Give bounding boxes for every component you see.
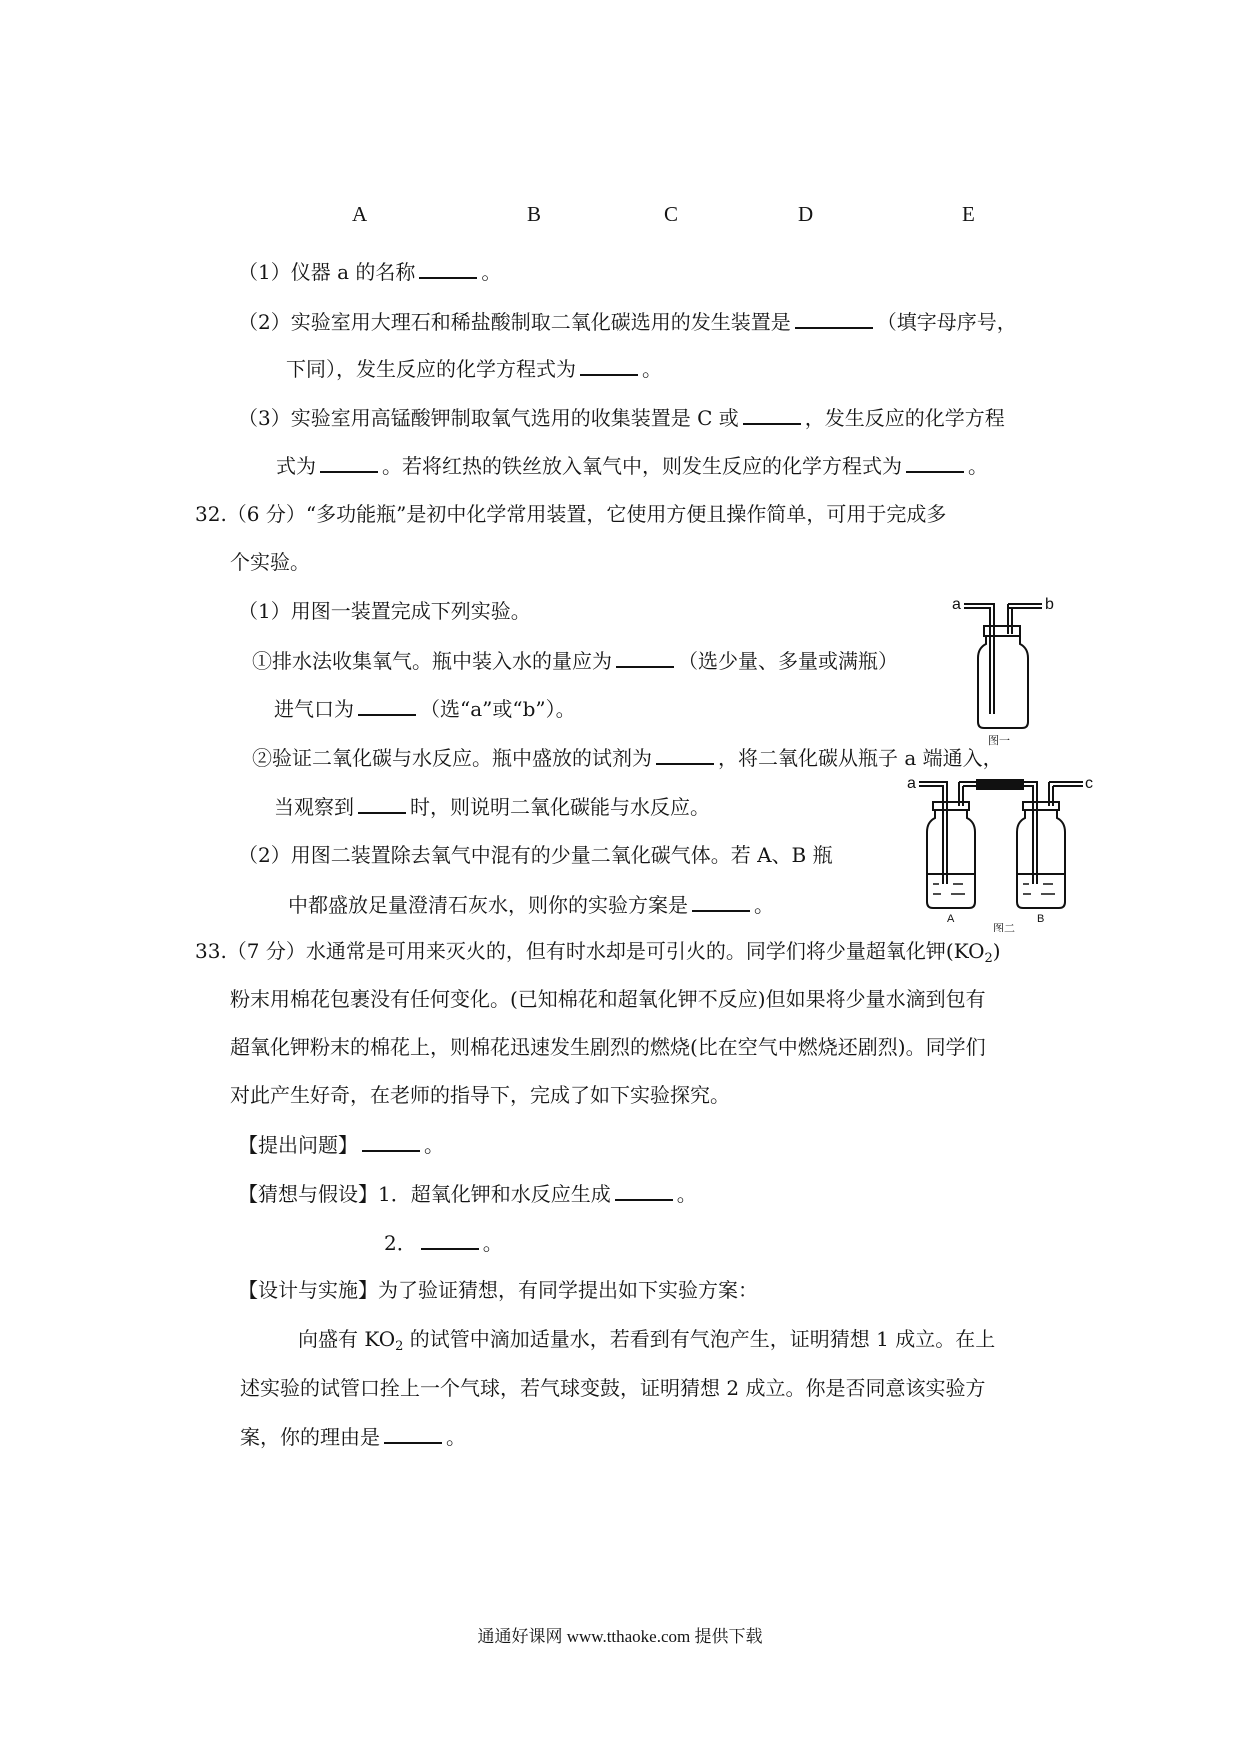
q33-line1: 33.（7 分）水通常是可用来灭火的，但有时水却是可引火的。同学们将少量超氧化钾$(KO_2)$	[195, 939, 1001, 966]
option-letter: A	[352, 202, 368, 226]
page-footer: 通通好课网 www.tthaoke.com 提供下载	[477, 1627, 763, 1646]
q33-design-heading: 【设计与实施】为了验证猜想，有同学提出如下实验方案：	[238, 1278, 758, 1302]
answer-blank	[358, 792, 406, 814]
q33-line4: 对此产生好奇，在老师的指导下，完成了如下实验探究。	[230, 1083, 730, 1107]
option-letter: B	[527, 202, 542, 226]
fig2-bottle-a-inlet	[919, 782, 947, 884]
answer-blank	[906, 451, 964, 473]
q33-line2: 粉末用棉花包裹没有任何变化。(已知棉花和超氧化钾不反应)但如果将少量水滴到包有	[230, 987, 986, 1011]
q32-case1-line2: 进气口为 （选“a”或“b”）。	[274, 694, 576, 723]
fig2-label-c: c	[1085, 775, 1093, 792]
q33-plan-line1: 向盛有 $KO_2$ 的试管中滴加适量水，若看到有气泡产生，证明猜想 1 成立。在上	[298, 1327, 996, 1354]
answer-blank	[320, 451, 378, 473]
fig1-caption: 图一	[988, 735, 1010, 746]
q32-part2-line2: 中都盛放足量澄清石灰水，则你的实验方案是 。	[288, 890, 774, 919]
answer-blank	[362, 1130, 420, 1152]
q33-line3: 超氧化钾粉末的棉花上，则棉花迅速发生剧烈的燃烧(比在空气中燃烧还剧烈)。同学们	[230, 1035, 986, 1059]
q32-case2-line1: ②验证二氧化碳与水反应。瓶中盛放的试剂为 ，将二氧化碳从瓶子 a 端通入，	[252, 743, 1003, 772]
q32-case2-line2: 当观察到 时，则说明二氧化碳能与水反应。	[274, 792, 710, 821]
answer-blank	[743, 403, 801, 425]
fig1-short-tube	[1008, 604, 1042, 608]
fig1-bottle-body	[978, 636, 1028, 728]
fig2-liquid-marks-b	[1023, 884, 1055, 894]
fig2-liquid-marks-a	[933, 884, 965, 894]
fig1-label-b: b	[1045, 596, 1054, 613]
q31-part1: （1）仪器 a 的名称 。	[238, 257, 501, 286]
q33-hypothesis-1: 【猜想与假设】1．超氧化钾和水反应生成 。	[238, 1179, 697, 1208]
q33-hypothesis-2: 2． 。	[384, 1228, 503, 1257]
answer-blank	[656, 743, 714, 765]
q31-part2-line1: （2）实验室用大理石和稀盐酸制取二氧化碳选用的发生装置是 （填字母序号，	[238, 307, 1017, 336]
q31-part2-line2: 下同），发生反应的化学方程式为 。	[286, 354, 662, 383]
answer-blank	[692, 890, 750, 912]
answer-blank	[580, 354, 638, 376]
option-letter: D	[798, 202, 814, 226]
q33-plan-line3: 案，你的理由是 。	[240, 1422, 466, 1451]
q31-part3-line1: （3）实验室用高锰酸钾制取氧气选用的收集装置是 C 或 ，发生反应的化学方程	[238, 403, 1005, 432]
q31-part3-line2: 式为 。若将红热的铁丝放入氧气中，则发生反应的化学方程式为 。	[276, 451, 988, 480]
answer-blank	[419, 257, 477, 279]
fig2-bottle-a-label: A	[947, 913, 955, 925]
q32-part1: （1）用图一装置完成下列实验。	[238, 599, 531, 623]
fig2-bottle-b-inlet	[1023, 782, 1037, 884]
answer-blank	[615, 1179, 673, 1201]
q33-plan-line2: 述实验的试管口拴上一个气球，若气球变鼓，证明猜想 2 成立。你是否同意该实验方	[240, 1376, 986, 1400]
answer-blank	[421, 1228, 479, 1250]
answer-blank	[358, 694, 416, 716]
option-letter: E	[962, 202, 975, 226]
fig2-caption: 图二	[993, 923, 1015, 932]
answer-blank	[795, 307, 873, 329]
q32-heading-line2: 个实验。	[230, 550, 310, 574]
q32-heading-line1: 32.（6 分）“多功能瓶”是初中化学常用装置，它使用方便且操作简单，可用于完成多	[195, 502, 947, 526]
option-letter: C	[664, 202, 679, 226]
figure-one-bottle	[950, 596, 1065, 746]
q32-case1-line1: ①排水法收集氧气。瓶中装入水的量应为 （选少量、多量或满瓶）	[252, 646, 898, 675]
answer-blank	[616, 646, 674, 668]
answer-blank	[384, 1422, 442, 1444]
figure-two-bottles	[905, 774, 1105, 932]
q32-part2-line1: （2）用图二装置除去氧气中混有的少量二氧化碳气体。若 A、B 瓶	[238, 843, 833, 867]
fig2-connector-hose	[977, 780, 1023, 789]
q33-ask-question: 【提出问题】 。	[238, 1130, 444, 1159]
fig2-bottle-b-label: B	[1037, 913, 1045, 925]
fig1-label-a: a	[952, 596, 961, 613]
fig2-label-a: a	[907, 775, 916, 792]
